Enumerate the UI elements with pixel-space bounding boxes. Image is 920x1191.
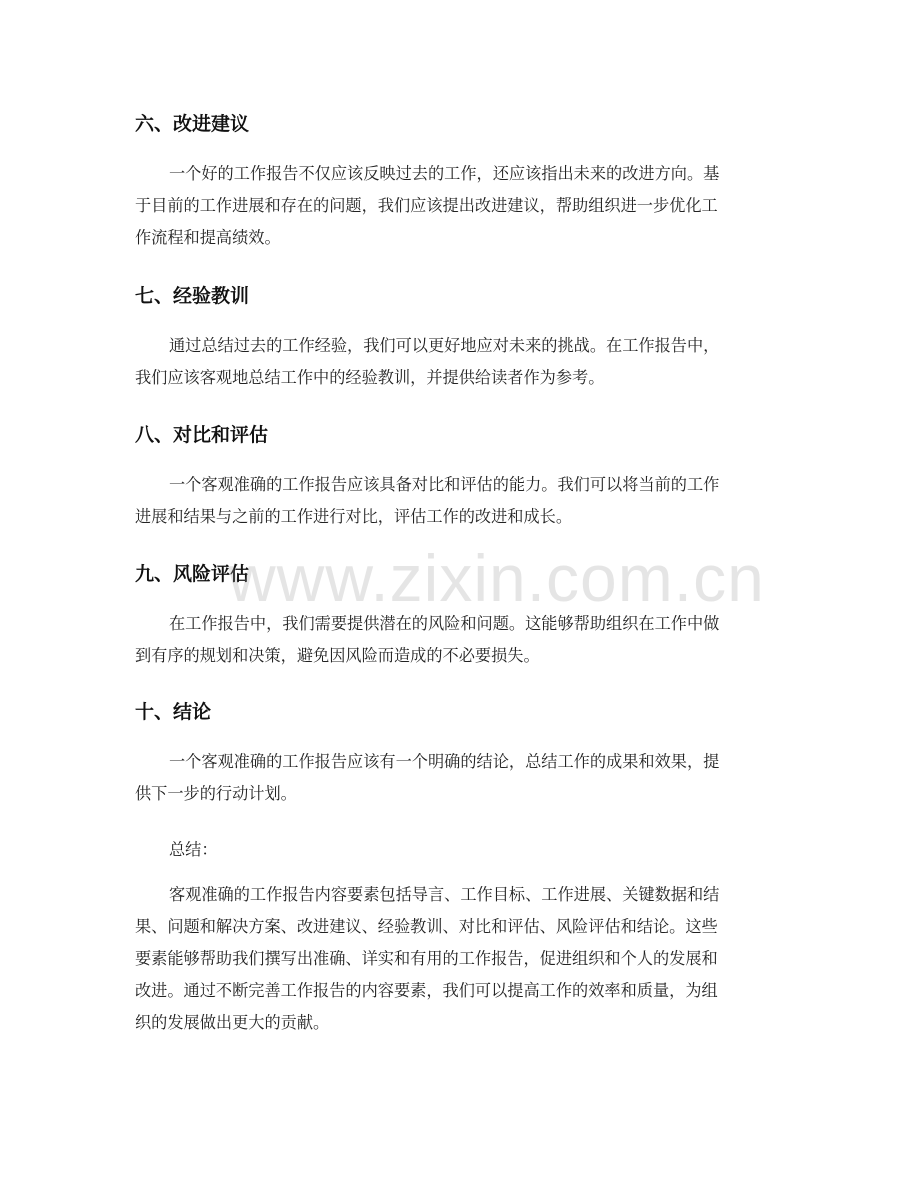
paragraph-line: 进展和结果与之前的工作进行对比，评估工作的改进和成长。 [135,507,573,526]
section-paragraph-6 [135,158,787,254]
paragraph-line: 果、问题和解决方案、改进建议、经验教训、对比和评估、风险评估和结论。这些 [135,917,718,936]
section-paragraph-8 [135,469,787,533]
section-heading-10: 十、结论 [135,701,212,723]
paragraph-line: 通过总结过去的工作经验，我们可以更好地应对未来的挑战。在工作报告中， [169,336,720,355]
paragraph-line: 要素能够帮助我们撰写出准确、详实和有用的工作报告，促进组织和个人的发展和 [135,949,718,968]
section-paragraph-7 [135,330,787,394]
watermark-text: www.zixin.com.cn [228,541,765,615]
paragraph-line: 改进。通过不断完善工作报告的内容要素，我们可以提高工作的效率和质量，为组 [135,981,718,1000]
section-paragraph-10 [135,746,787,810]
paragraph-line: 作流程和提高绩效。 [135,228,281,247]
paragraph-line: 在工作报告中，我们需要提供潜在的风险和问题。这能够帮助组织在工作中做 [169,614,720,633]
paragraph-line: 一个好的工作报告不仅应该反映过去的工作，还应该指出未来的改进方向。基 [169,164,720,183]
paragraph-line: 供下一步的行动计划。 [135,784,297,803]
paragraph-line: 于目前的工作进展和存在的问题，我们应该提出改进建议，帮助组织进一步优化工 [135,196,718,215]
summary-label-text: 总结： [169,840,218,859]
section-heading-7: 七、经验教训 [135,285,250,307]
paragraph-line: 一个客观准确的工作报告应该有一个明确的结论，总结工作的成果和效果，提 [169,752,720,771]
paragraph-line: 到有序的规划和决策，避免因风险而造成的不必要损失。 [135,646,540,665]
paragraph-line: 织的发展做出更大的贡献。 [135,1013,330,1032]
section-paragraph-9 [135,608,787,672]
section-heading-8: 八、对比和评估 [135,424,269,446]
section-heading-9: 九、风险评估 [135,563,250,585]
summary-label [135,834,787,866]
paragraph-line: 客观准确的工作报告内容要素包括导言、工作目标、工作进展、关键数据和结 [169,885,720,904]
section-heading-6: 六、改进建议 [135,113,250,135]
paragraph-line: 一个客观准确的工作报告应该具备对比和评估的能力。我们可以将当前的工作 [169,475,720,494]
summary-paragraph [135,879,787,1039]
paragraph-line: 我们应该客观地总结工作中的经验教训，并提供给读者作为参考。 [135,368,605,387]
